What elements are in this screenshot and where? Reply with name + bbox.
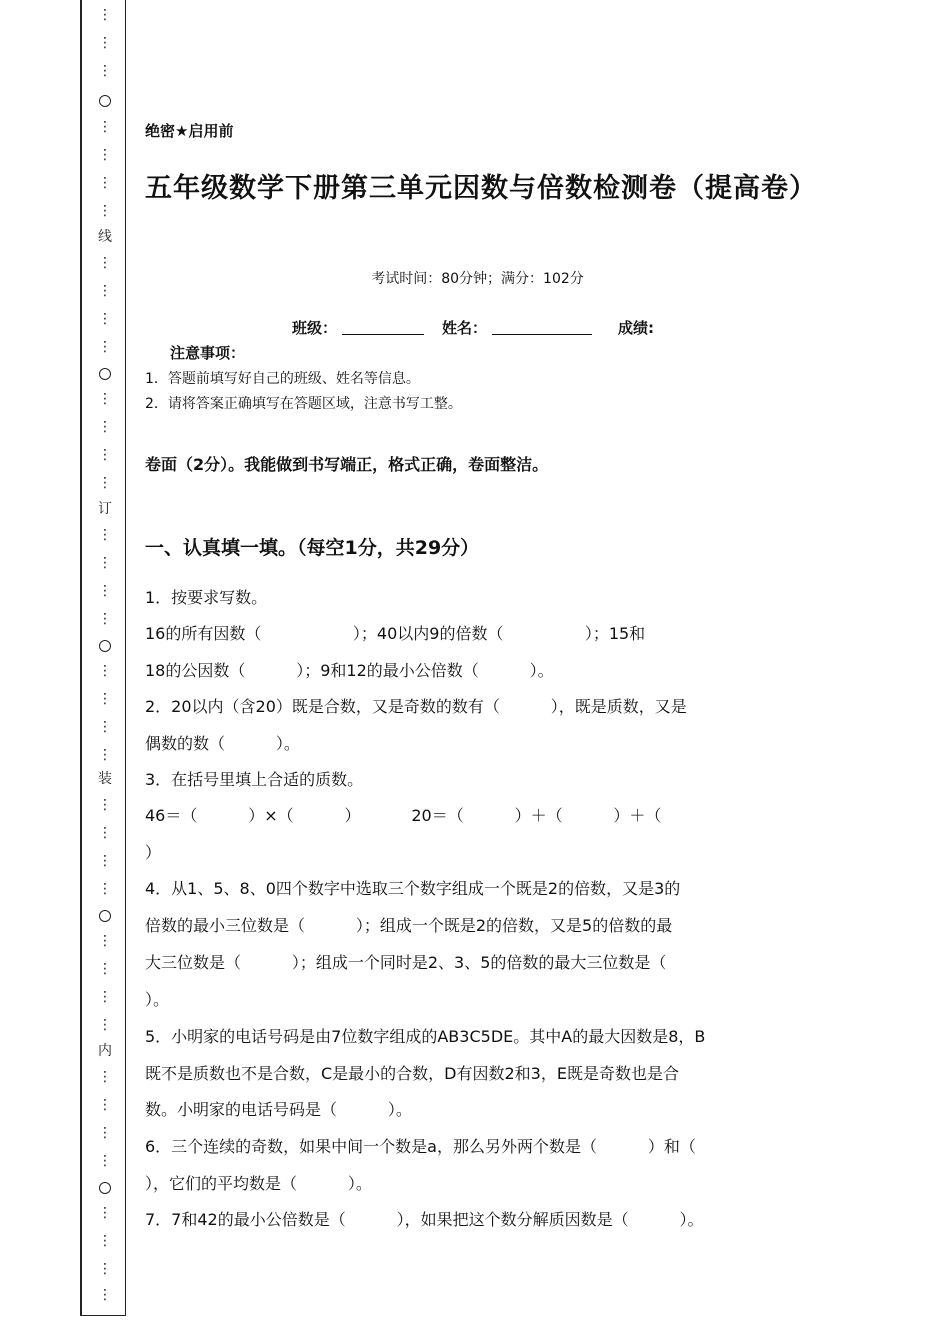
question-line: 18的公因数（ ）；9和12的最小公倍数（ ）。	[145, 661, 554, 680]
binding-circle	[82, 910, 128, 926]
binding-circle	[82, 640, 128, 656]
question-line: 4．从1、5、8、0四个数字中选取三个数字组成一个既是2的倍数，又是3的	[145, 879, 681, 898]
binding-dots: ⋮	[98, 663, 112, 679]
question-line: 偶数的数（ ）。	[145, 734, 300, 753]
binding-dots: ⋮	[98, 311, 112, 327]
binding-dots: ⋮	[98, 611, 112, 627]
binding-dots: ⋮	[98, 825, 112, 841]
binding-dots: ⋮	[98, 63, 112, 79]
question-line: ）。	[145, 990, 170, 1009]
binding-margin	[80, 0, 126, 1316]
question-line: 数。小明家的电话号码是（ ）。	[145, 1100, 412, 1119]
binding-dots: ⋮	[98, 1205, 112, 1221]
binding-circle	[82, 368, 128, 384]
question-line: 大三位数是（ ）；组成一个同时是2、3、5的倍数的最大三位数是（	[145, 953, 667, 972]
binding-dots: ⋮	[98, 7, 112, 23]
binding-dots: ⋮	[98, 119, 112, 135]
question-line: 3．在括号里填上合适的质数。	[145, 770, 364, 789]
question-line: 7．7和42的最小公倍数是（ ），如果把这个数分解质因数是（ ）。	[145, 1210, 704, 1229]
question-line: 倍数的最小三位数是（ ）；组成一个既是2的倍数，又是5的倍数的最	[145, 916, 673, 935]
question-line: ），它们的平均数是（ ）。	[145, 1174, 372, 1193]
class-label: 班级：	[292, 319, 338, 337]
notice-heading: 注意事项：	[170, 344, 246, 362]
binding-dots: ⋮	[98, 1153, 112, 1169]
notice-item: 1．答题前填写好自己的班级、姓名等信息。	[145, 371, 420, 387]
binding-dots: ⋮	[98, 1017, 112, 1033]
page-title: 五年级数学下册第三单元因数与倍数检测卷（提高卷）	[145, 173, 817, 204]
binding-dots: ⋮	[98, 583, 112, 599]
binding-circle	[82, 1182, 128, 1198]
question-line: 6．三个连续的奇数，如果中间一个数是a，那么另外两个数是（ ）和（	[145, 1137, 696, 1156]
binding-dots: ⋮	[98, 691, 112, 707]
binding-dots: ⋮	[98, 989, 112, 1005]
binding-dots: ⋮	[98, 203, 112, 219]
binding-dots: ⋮	[98, 35, 112, 51]
binding-dots: ⋮	[98, 447, 112, 463]
binding-dots: ⋮	[98, 283, 112, 299]
name-field[interactable]	[492, 320, 592, 335]
notice-item: 2．请将答案正确填写在答题区域，注意书写工整。	[145, 396, 462, 412]
binding-label-zhuang: 装	[98, 771, 112, 787]
binding-dots: ⋮	[98, 175, 112, 191]
binding-dots: ⋮	[98, 747, 112, 763]
binding-dots: ⋮	[98, 419, 112, 435]
question-line: 5．小明家的电话号码是由7位数字组成的AB3C5DE。其中A的最大因数是8，B	[145, 1027, 706, 1046]
exam-info: 考试时间：80分钟；满分：102分	[371, 271, 584, 287]
binding-dots: ⋮	[98, 255, 112, 271]
score-label: 成绩:	[618, 319, 654, 337]
binding-dots: ⋮	[98, 1125, 112, 1141]
binding-dots: ⋮	[98, 1261, 112, 1277]
binding-dots: ⋮	[98, 1069, 112, 1085]
binding-dots: ⋮	[98, 961, 112, 977]
binding-dots: ⋮	[98, 853, 112, 869]
question-line: 46＝（ ）×（ ） 20＝（ ）＋（ ）＋（	[145, 806, 662, 825]
section-title: 一、认真填一填。（每空1分，共29分）	[145, 537, 480, 559]
binding-dots: ⋮	[98, 881, 112, 897]
binding-circle	[82, 95, 128, 111]
binding-label-nei: 内	[98, 1043, 112, 1059]
binding-dots: ⋮	[98, 527, 112, 543]
binding-dots: ⋮	[98, 391, 112, 407]
binding-dots: ⋮	[98, 147, 112, 163]
binding-dots: ⋮	[98, 933, 112, 949]
binding-dots: ⋮	[98, 475, 112, 491]
binding-label-ding: 订	[98, 501, 112, 517]
question-line: 2．20以内（含20）既是合数，又是奇数的数有（ ），既是质数，又是	[145, 697, 687, 716]
question-line: 既不是质数也不是合数，C是最小的合数，D有因数2和3，E既是奇数也是合	[145, 1064, 679, 1083]
question-line: 16的所有因数（ ）；40以内9的倍数（ ）；15和	[145, 624, 646, 643]
neatness-note: 卷面（2分）。我能做到书写端正，格式正确，卷面整洁。	[145, 455, 549, 474]
binding-dots: ⋮	[98, 1097, 112, 1113]
question-line: ）	[145, 843, 162, 862]
name-label: 姓名：	[442, 319, 488, 337]
binding-label-xian: 线	[98, 229, 112, 245]
binding-dots: ⋮	[98, 1287, 112, 1303]
question-line: 1．按要求写数。	[145, 588, 268, 607]
class-field[interactable]	[342, 320, 424, 335]
binding-dots: ⋮	[98, 1233, 112, 1249]
binding-dots: ⋮	[98, 797, 112, 813]
binding-dots: ⋮	[98, 555, 112, 571]
binding-dots: ⋮	[98, 719, 112, 735]
confidential-label: 绝密★启用前	[145, 122, 234, 140]
binding-dots: ⋮	[98, 339, 112, 355]
